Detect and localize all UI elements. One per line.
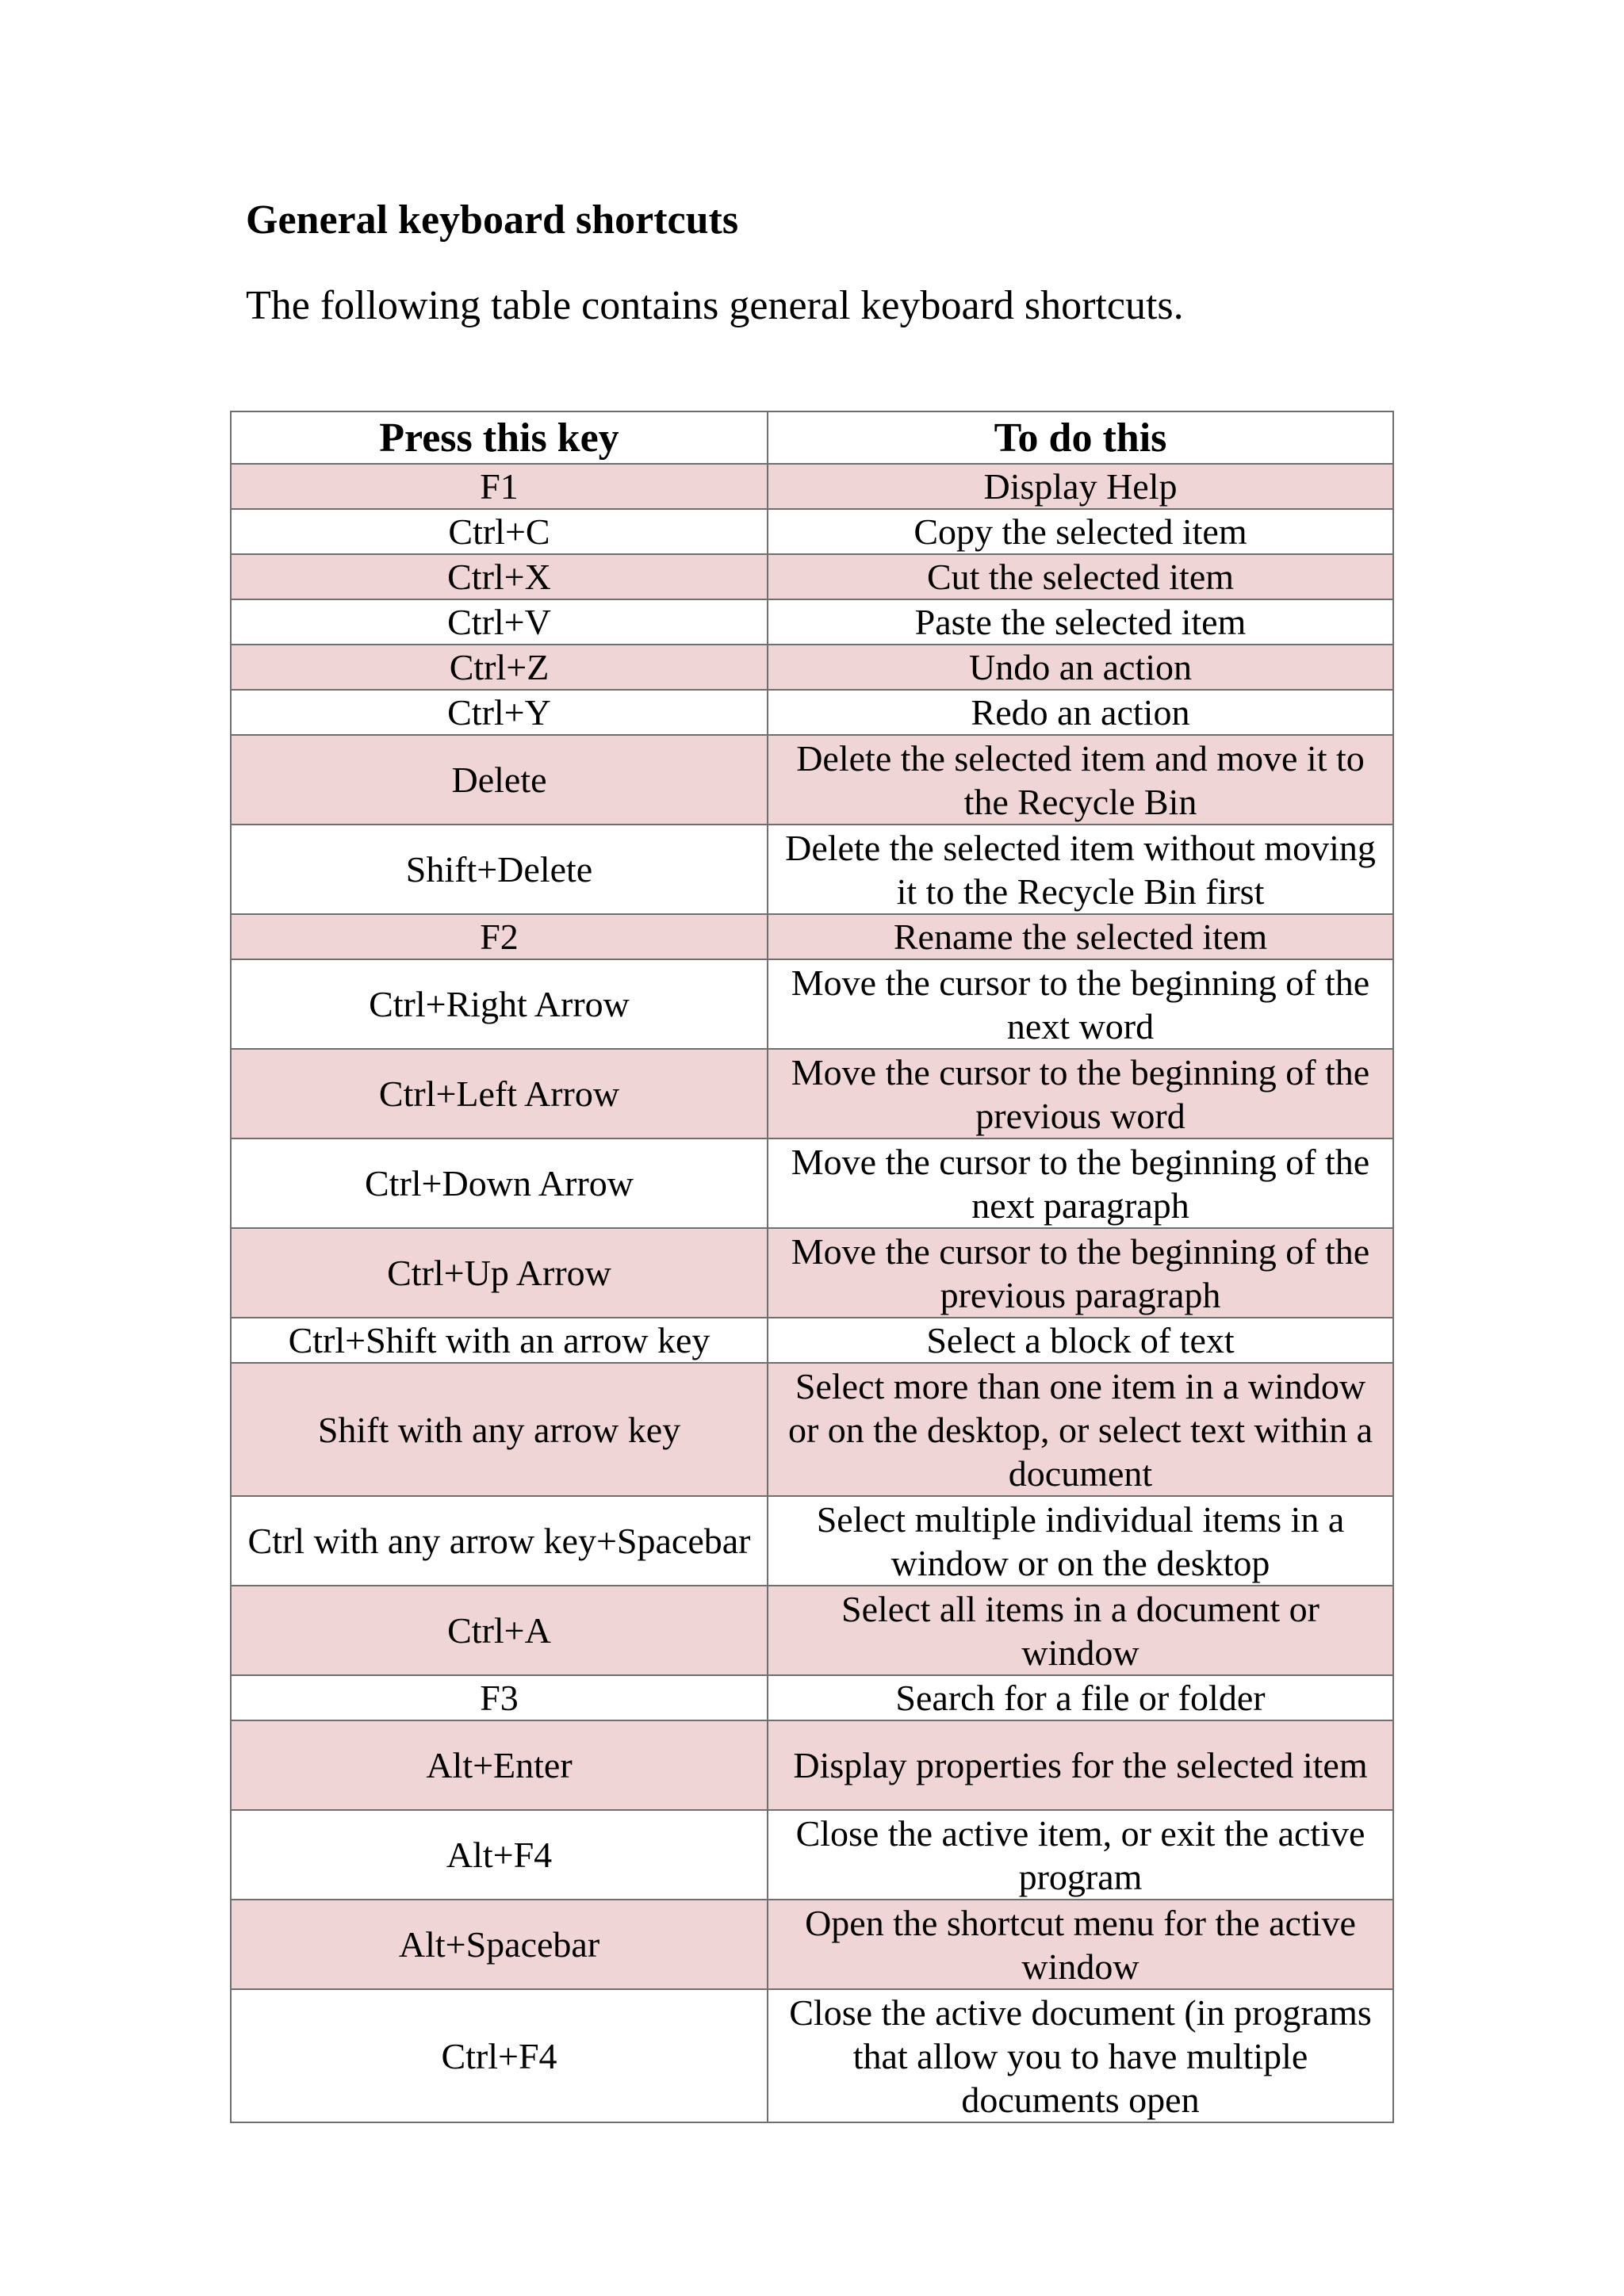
key-cell: Shift with any arrow key [231,1363,768,1496]
header-key: Press this key [231,411,768,464]
key-cell: Delete [231,735,768,825]
action-cell: Delete the selected item without moving it to the Recycle Bin first [768,825,1393,914]
action-cell: Delete the selected item and move it to the Recycle Bin [768,735,1393,825]
table-row [231,1989,1393,2122]
action-cell: Select more than one item in a window or on the desktop, or select text within a document [768,1363,1393,1496]
table-row [231,1496,1393,1586]
action-cell: Display Help [768,464,1393,509]
action-cell: Close the active document (in programs that allow you to have multiple documents open [768,1989,1393,2122]
action-cell: Cut the selected item [768,554,1393,599]
table-row [231,690,1393,735]
table-row [231,599,1393,645]
action-cell: Move the cursor to the beginning of the next word [768,959,1393,1049]
table-header-row [231,411,1393,464]
key-cell: Ctrl+A [231,1586,768,1675]
table-row [231,1900,1393,1989]
action-cell: Move the cursor to the beginning of the next paragraph [768,1138,1393,1228]
key-cell: Ctrl with any arrow key+Spacebar [231,1496,768,1586]
table-row [231,1228,1393,1318]
action-cell: Select a block of text [768,1318,1393,1363]
table-row [231,1586,1393,1675]
page-heading: General keyboard shortcuts [246,197,739,243]
key-cell: Alt+F4 [231,1810,768,1900]
action-cell: Move the cursor to the beginning of the previous word [768,1049,1393,1138]
action-cell: Copy the selected item [768,509,1393,554]
action-cell: Undo an action [768,645,1393,690]
action-cell: Display properties for the selected item [768,1720,1393,1810]
table-row [231,914,1393,959]
key-cell: F1 [231,464,768,509]
table-row [231,1720,1393,1810]
table-row [231,464,1393,509]
shortcuts-table [230,411,1394,2123]
table-row [231,1138,1393,1228]
table-row [231,1675,1393,1720]
key-cell: Ctrl+F4 [231,1989,768,2122]
key-cell: Shift+Delete [231,825,768,914]
key-cell: Ctrl+Up Arrow [231,1228,768,1318]
key-cell: Ctrl+Shift with an arrow key [231,1318,768,1363]
table-row [231,1049,1393,1138]
table-row [231,509,1393,554]
key-cell: F3 [231,1675,768,1720]
key-cell: Ctrl+Right Arrow [231,959,768,1049]
key-cell: F2 [231,914,768,959]
key-cell: Ctrl+V [231,599,768,645]
table-row [231,959,1393,1049]
table-row [231,1363,1393,1496]
key-cell: Alt+Enter [231,1720,768,1810]
key-cell: Ctrl+Z [231,645,768,690]
table-row [231,554,1393,599]
key-cell: Ctrl+Left Arrow [231,1049,768,1138]
action-cell: Close the active item, or exit the active program [768,1810,1393,1900]
action-cell: Open the shortcut menu for the active window [768,1900,1393,1989]
header-action: To do this [768,411,1393,464]
table-row [231,1318,1393,1363]
action-cell: Select multiple individual items in a window or on the desktop [768,1496,1393,1586]
table-row [231,1810,1393,1900]
intro-paragraph: The following table contains general keyboard shortcuts. [246,283,1184,328]
action-cell: Rename the selected item [768,914,1393,959]
key-cell: Ctrl+Y [231,690,768,735]
action-cell: Select all items in a document or window [768,1586,1393,1675]
key-cell: Ctrl+X [231,554,768,599]
action-cell: Paste the selected item [768,599,1393,645]
table-row [231,645,1393,690]
key-cell: Alt+Spacebar [231,1900,768,1989]
table-row [231,735,1393,825]
key-cell: Ctrl+C [231,509,768,554]
action-cell: Search for a file or folder [768,1675,1393,1720]
action-cell: Redo an action [768,690,1393,735]
action-cell: Move the cursor to the beginning of the previous paragraph [768,1228,1393,1318]
key-cell: Ctrl+Down Arrow [231,1138,768,1228]
table-row [231,825,1393,914]
